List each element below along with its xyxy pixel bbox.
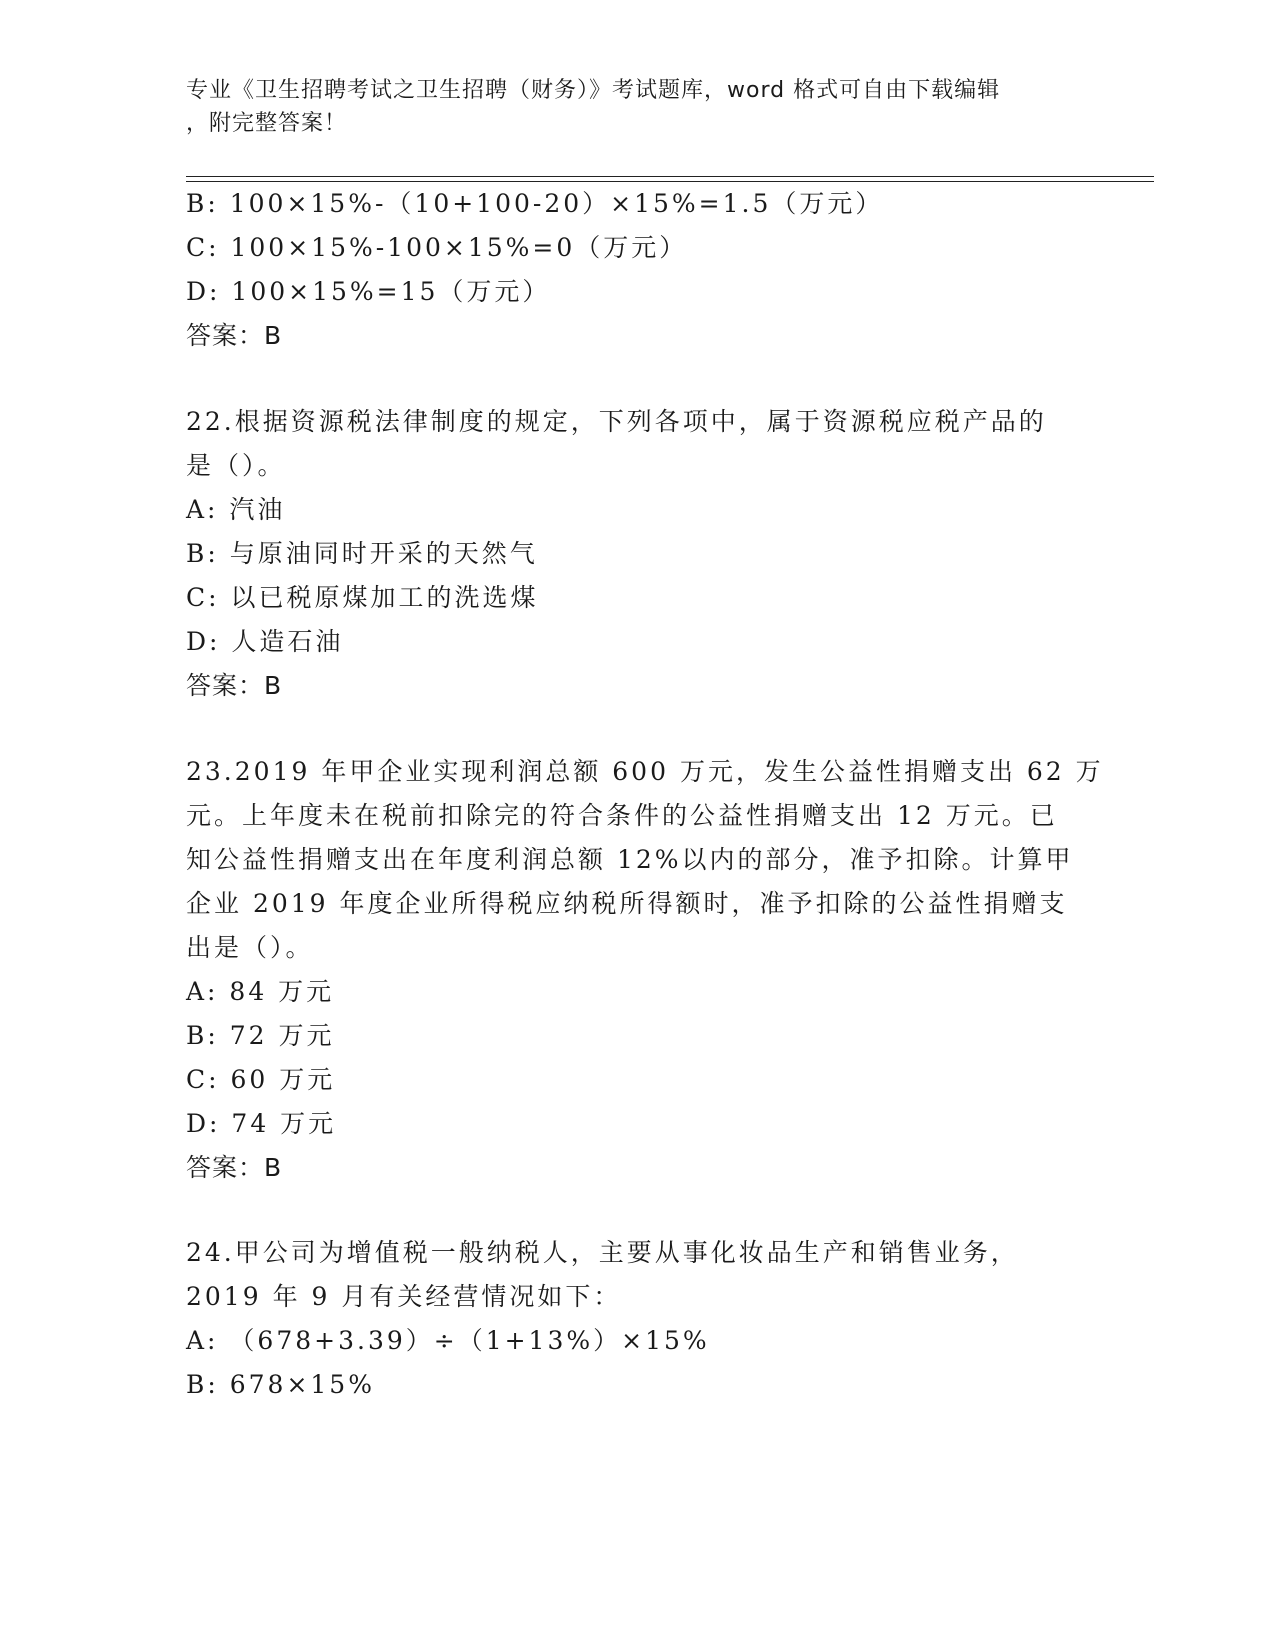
q23-text-line-1: 23.2019 年甲企业实现利润总额 600 万元，发生公益性捐赠支出 62 万	[186, 757, 1104, 786]
prev-option-c: C: 100×15%-100×15%=0（万元）	[186, 233, 688, 262]
header-divider-bottom	[186, 181, 1154, 182]
q23-option-b: B: 72 万元	[186, 1021, 335, 1050]
header-line-2: ，附完整答案！	[186, 111, 348, 136]
q22-option-b: B: 与原油同时开采的天然气	[186, 539, 538, 568]
q22-answer: 答案：B	[186, 671, 283, 700]
q22-text-line-2: 是（）。	[186, 451, 286, 480]
header-divider-top	[186, 176, 1154, 177]
q24-option-a: A: （678+3.39）÷（1+13%）×15%	[186, 1326, 710, 1355]
q23-option-a: A: 84 万元	[186, 977, 335, 1006]
q24-text-line-1: 24.甲公司为增值税一般纳税人，主要从事化妆品生产和销售业务，	[186, 1238, 1019, 1267]
q23-text-line-3: 知公益性捐赠支出在年度利润总额 12%以内的部分，准予扣除。计算甲	[186, 845, 1074, 874]
q22-option-a: A: 汽油	[186, 495, 286, 524]
q22-option-d: D: 人造石油	[186, 627, 344, 656]
prev-option-d: D: 100×15%=15（万元）	[186, 277, 551, 306]
q24-option-b: B: 678×15%	[186, 1370, 375, 1399]
q24-text-line-2: 2019 年 9 月有关经营情况如下：	[186, 1282, 622, 1311]
prev-answer: 答案：B	[186, 321, 283, 350]
q23-text-line-5: 出是（）。	[186, 933, 314, 962]
q23-option-c: C: 60 万元	[186, 1065, 336, 1094]
header-line-1: 专业《卫生招聘考试之卫生招聘（财务）》考试题库，word 格式可自由下载编辑	[186, 78, 1001, 103]
q22-text-line-1: 22.根据资源税法律制度的规定，下列各项中，属于资源税应税产品的	[186, 407, 1047, 436]
prev-option-b: B: 100×15%-（10+100-20）×15%=1.5（万元）	[186, 189, 884, 218]
q23-text-line-4: 企业 2019 年度企业所得税应纳税所得额时，准予扣除的公益性捐赠支	[186, 889, 1068, 918]
q23-text-line-2: 元。上年度未在税前扣除完的符合条件的公益性捐赠支出 12 万元。已	[186, 801, 1058, 830]
q22-option-c: C: 以已税原煤加工的洗选煤	[186, 583, 539, 612]
q23-option-d: D: 74 万元	[186, 1109, 337, 1138]
q23-answer: 答案：B	[186, 1153, 283, 1182]
document-header	[186, 74, 1066, 140]
